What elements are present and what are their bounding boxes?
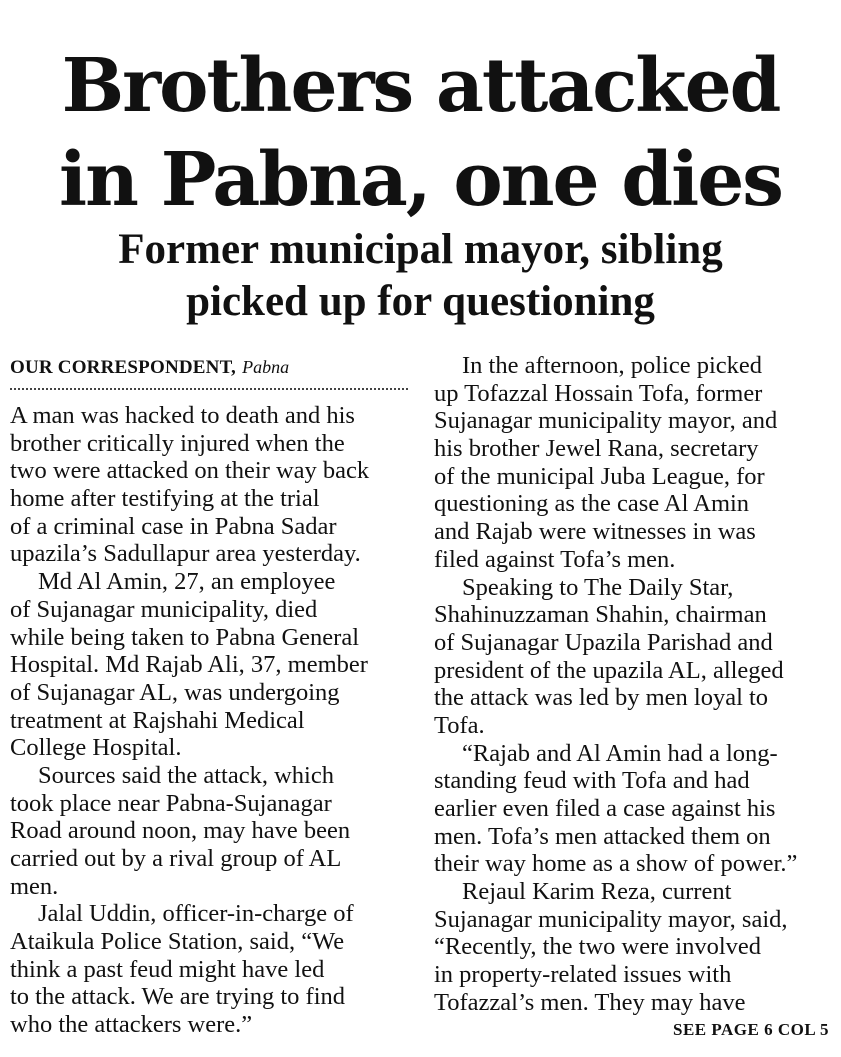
- body-line: of the municipal Juba League, for: [434, 462, 765, 490]
- body-line: who the attackers were.”: [10, 1011, 253, 1039]
- body-line: Sujanagar municipality mayor, and: [434, 407, 778, 435]
- body-line: treatment at Rajshahi Medical: [10, 706, 305, 734]
- headline-line-2: in Pabna, one dies: [59, 137, 782, 223]
- body-line: took place near Pabna-Sujanagar: [10, 789, 332, 817]
- subheadline-line-1: Former municipal mayor, sibling: [118, 226, 723, 273]
- right-column: [434, 352, 832, 1017]
- body-line: Tofazzal’s men. They may have: [434, 988, 746, 1016]
- body-line: Shahinuzzaman Shahin, chairman: [434, 601, 767, 629]
- body-line: Speaking to The Daily Star,: [462, 573, 734, 601]
- body-line: in property-related issues with: [434, 961, 732, 989]
- body-line: two were attacked on their way back: [10, 457, 370, 485]
- body-line: up Tofazzal Hossain Tofa, former: [434, 379, 763, 407]
- subheadline-line-2: picked up for questioning: [186, 278, 655, 325]
- body-line: “Recently, the two were involved: [434, 933, 762, 961]
- body-line: their way home as a show of power.”: [434, 850, 798, 878]
- body-line: of a criminal case in Pabna Sadar: [10, 512, 337, 540]
- body-line: Ataikula Police Station, said, “We: [10, 928, 345, 956]
- body-line: Jalal Uddin, officer-in-charge of: [38, 900, 354, 928]
- body-line: brother critically injured when the: [10, 429, 345, 457]
- body-line: of Sujanagar municipality, died: [10, 595, 318, 623]
- body-line: Sources said the attack, which: [38, 761, 334, 789]
- body-line: to the attack. We are trying to find: [10, 983, 346, 1011]
- body-line: the attack was led by men loyal to: [434, 684, 769, 712]
- byline-name: OUR CORRESPONDENT,: [10, 357, 236, 378]
- body-line: Hospital. Md Rajab Ali, 37, member: [10, 651, 368, 679]
- body-line: men. Tofa’s men attacked them on: [434, 822, 771, 850]
- body-line: men.: [10, 872, 59, 900]
- body-line: Road around noon, may have been: [10, 817, 351, 845]
- body-line: earlier even filed a case against his: [434, 795, 776, 822]
- byline: [10, 352, 410, 380]
- byline-place: Pabna: [242, 357, 290, 377]
- body-line: think a past feud might have led: [10, 955, 325, 983]
- continuation-jump-label: SEE PAGE 6 COL 5: [673, 1020, 829, 1039]
- body-line: A man was hacked to death and his: [10, 402, 355, 429]
- body-line: and Rajab were witnesses in was: [434, 518, 756, 546]
- body-line: Rejaul Karim Reza, current: [462, 878, 732, 906]
- body-line: College Hospital.: [10, 734, 182, 762]
- body-line: In the afternoon, police picked: [462, 352, 763, 379]
- body-line: his brother Jewel Rana, secretary: [434, 435, 759, 463]
- byline-divider: [10, 388, 408, 390]
- body-line: questioning as the case Al Amin: [434, 490, 750, 518]
- body-line: “Rajab and Al Amin had a long-: [462, 739, 778, 767]
- body-line: while being taken to Pabna General: [10, 623, 360, 651]
- body-line: Tofa.: [434, 711, 485, 739]
- body-line: upazila’s Sadullapur area yesterday.: [10, 540, 361, 568]
- body-line: filed against Tofa’s men.: [434, 545, 676, 573]
- body-line: president of the upazila AL, alleged: [434, 656, 784, 684]
- body-line: Sujanagar municipality mayor, said,: [434, 905, 788, 933]
- left-column: [10, 352, 410, 1039]
- body-line: standing feud with Tofa and had: [434, 767, 750, 795]
- body-line: of Sujanagar AL, was undergoing: [10, 678, 340, 706]
- body-line: home after testifying at the trial: [10, 485, 320, 513]
- body-line: Md Al Amin, 27, an employee: [38, 568, 336, 596]
- body-line: of Sujanagar Upazila Parishad and: [434, 628, 773, 656]
- body-line: carried out by a rival group of AL: [10, 845, 342, 872]
- headline-line-1: Brothers attacked: [61, 43, 780, 129]
